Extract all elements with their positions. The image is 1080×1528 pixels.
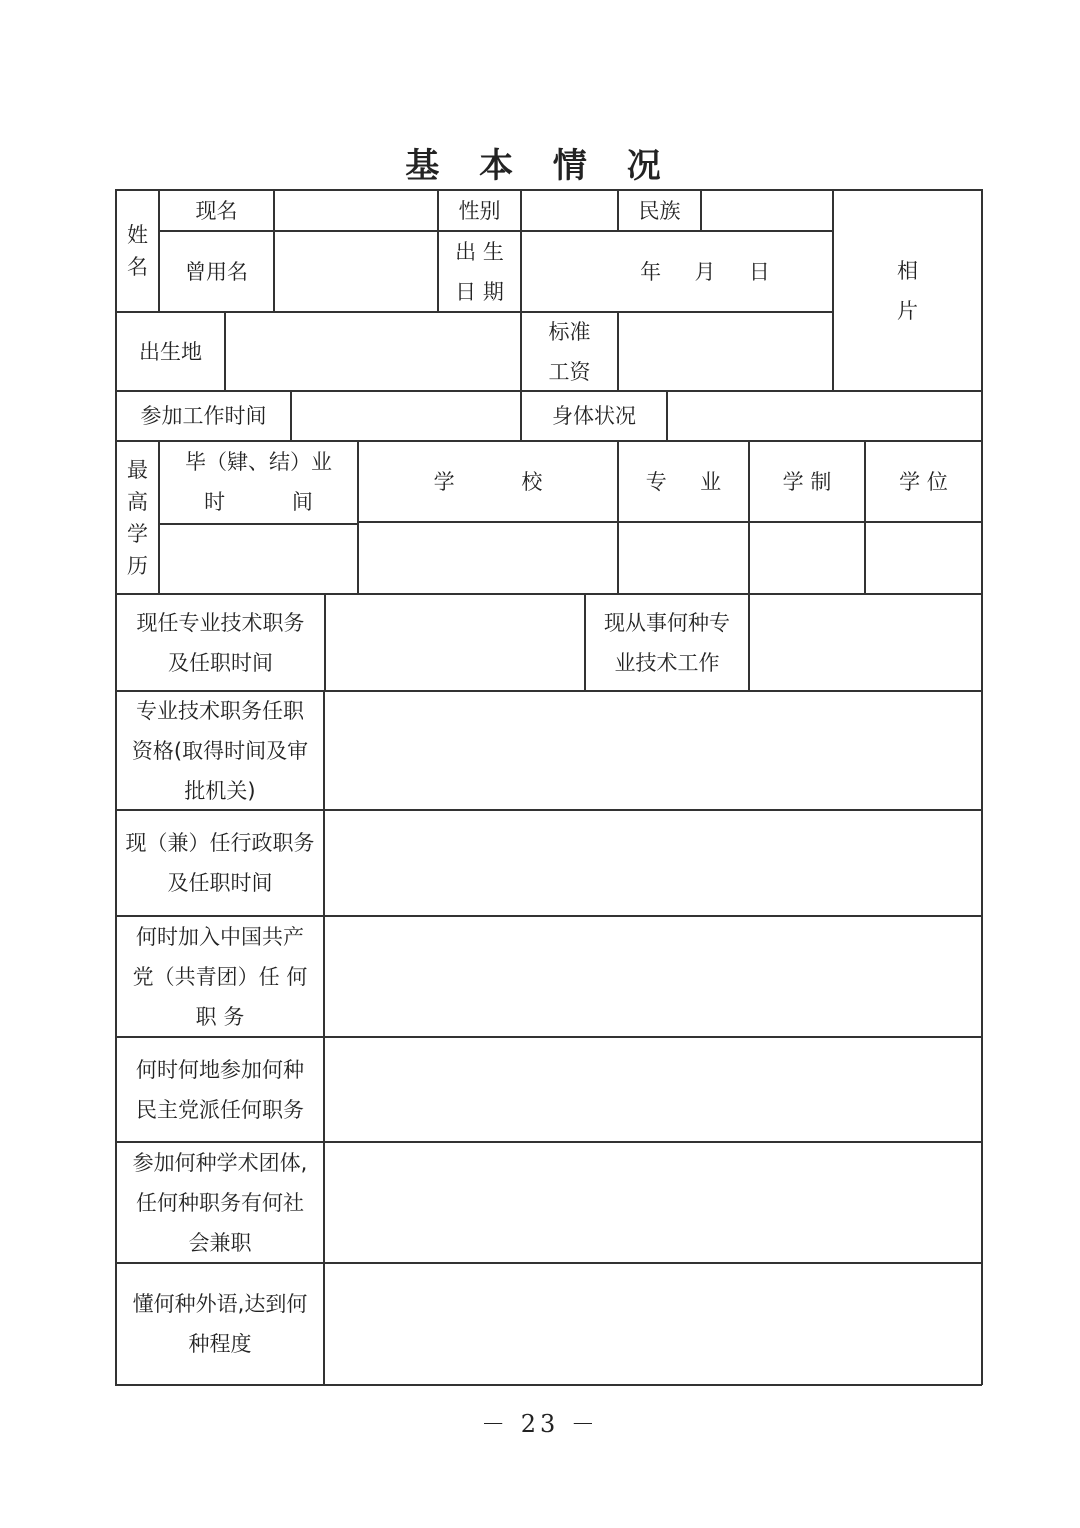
standard-salary-field[interactable]: [618, 312, 833, 391]
duration-label: 学 制: [782, 469, 832, 494]
school-field[interactable]: [358, 522, 618, 594]
standard-salary-label: 标准 工资: [548, 319, 591, 384]
page-number: － 23 －: [481, 1410, 599, 1438]
gender-field[interactable]: [521, 190, 618, 231]
party-label: 何时加入中国共产 党（共青团）任 何 职 务: [132, 924, 308, 1029]
work-start-time-field[interactable]: [291, 391, 521, 441]
major-field[interactable]: [618, 522, 749, 594]
graduation-time-field[interactable]: [159, 524, 358, 594]
current-title-field[interactable]: [325, 594, 585, 691]
academic-groups-field[interactable]: [324, 1142, 982, 1263]
ethnicity-field[interactable]: [701, 190, 833, 231]
admin-post-label: 现（兼）任行政职务 及任职时间: [125, 831, 315, 895]
photo-area: 相 片: [897, 258, 918, 323]
academic-groups-label: 参加何种学术团体, 任何种职务有何社 会兼职: [132, 1150, 308, 1255]
qualification-field[interactable]: [324, 691, 982, 810]
major-label: 专 业: [645, 469, 722, 494]
languages-field[interactable]: [324, 1263, 982, 1385]
form-title: 基 本 情 况: [405, 146, 675, 186]
highest-education-label: 最 高 学 历: [127, 457, 148, 578]
ethnicity-label: 民族: [638, 198, 681, 223]
graduation-time-label: 毕（肄、结）业 时 间: [185, 450, 332, 514]
current-title-label: 现任专业技术职务 及任职时间: [136, 610, 305, 675]
school-label: 学 校: [433, 469, 543, 494]
admin-post-field[interactable]: [324, 810, 982, 916]
democratic-party-field[interactable]: [324, 1037, 982, 1142]
qualification-label: 专业技术职务任职 资格(取得时间及审 批机关): [131, 698, 309, 803]
duration-field[interactable]: [749, 522, 865, 594]
birth-date-units: 年 月 日: [640, 259, 770, 284]
democratic-party-label: 何时何地参加何种 民主党派任何职务: [136, 1057, 304, 1122]
former-name-label: 曾用名: [185, 259, 248, 284]
gender-label: 性别: [458, 198, 501, 223]
current-name-field[interactable]: [274, 190, 438, 231]
degree-label: 学 位: [899, 469, 948, 494]
languages-label: 懂何种外语,达到何 种程度: [132, 1292, 308, 1356]
degree-field[interactable]: [865, 522, 982, 594]
name-group-label: 姓 名: [127, 223, 148, 279]
birth-date-label: 出 生 日 期: [455, 239, 504, 304]
birthplace-label: 出生地: [139, 339, 202, 364]
party-field[interactable]: [324, 916, 982, 1037]
current-work-field[interactable]: [749, 594, 982, 691]
current-name-label: 现名: [195, 198, 238, 223]
birthplace-field[interactable]: [225, 312, 521, 391]
former-name-field[interactable]: [274, 231, 438, 312]
current-work-label: 现从事何种专 业技术工作: [604, 610, 730, 675]
health-field[interactable]: [667, 391, 982, 441]
work-start-time-label: 参加工作时间: [140, 404, 267, 428]
health-label: 身体状况: [552, 404, 636, 428]
